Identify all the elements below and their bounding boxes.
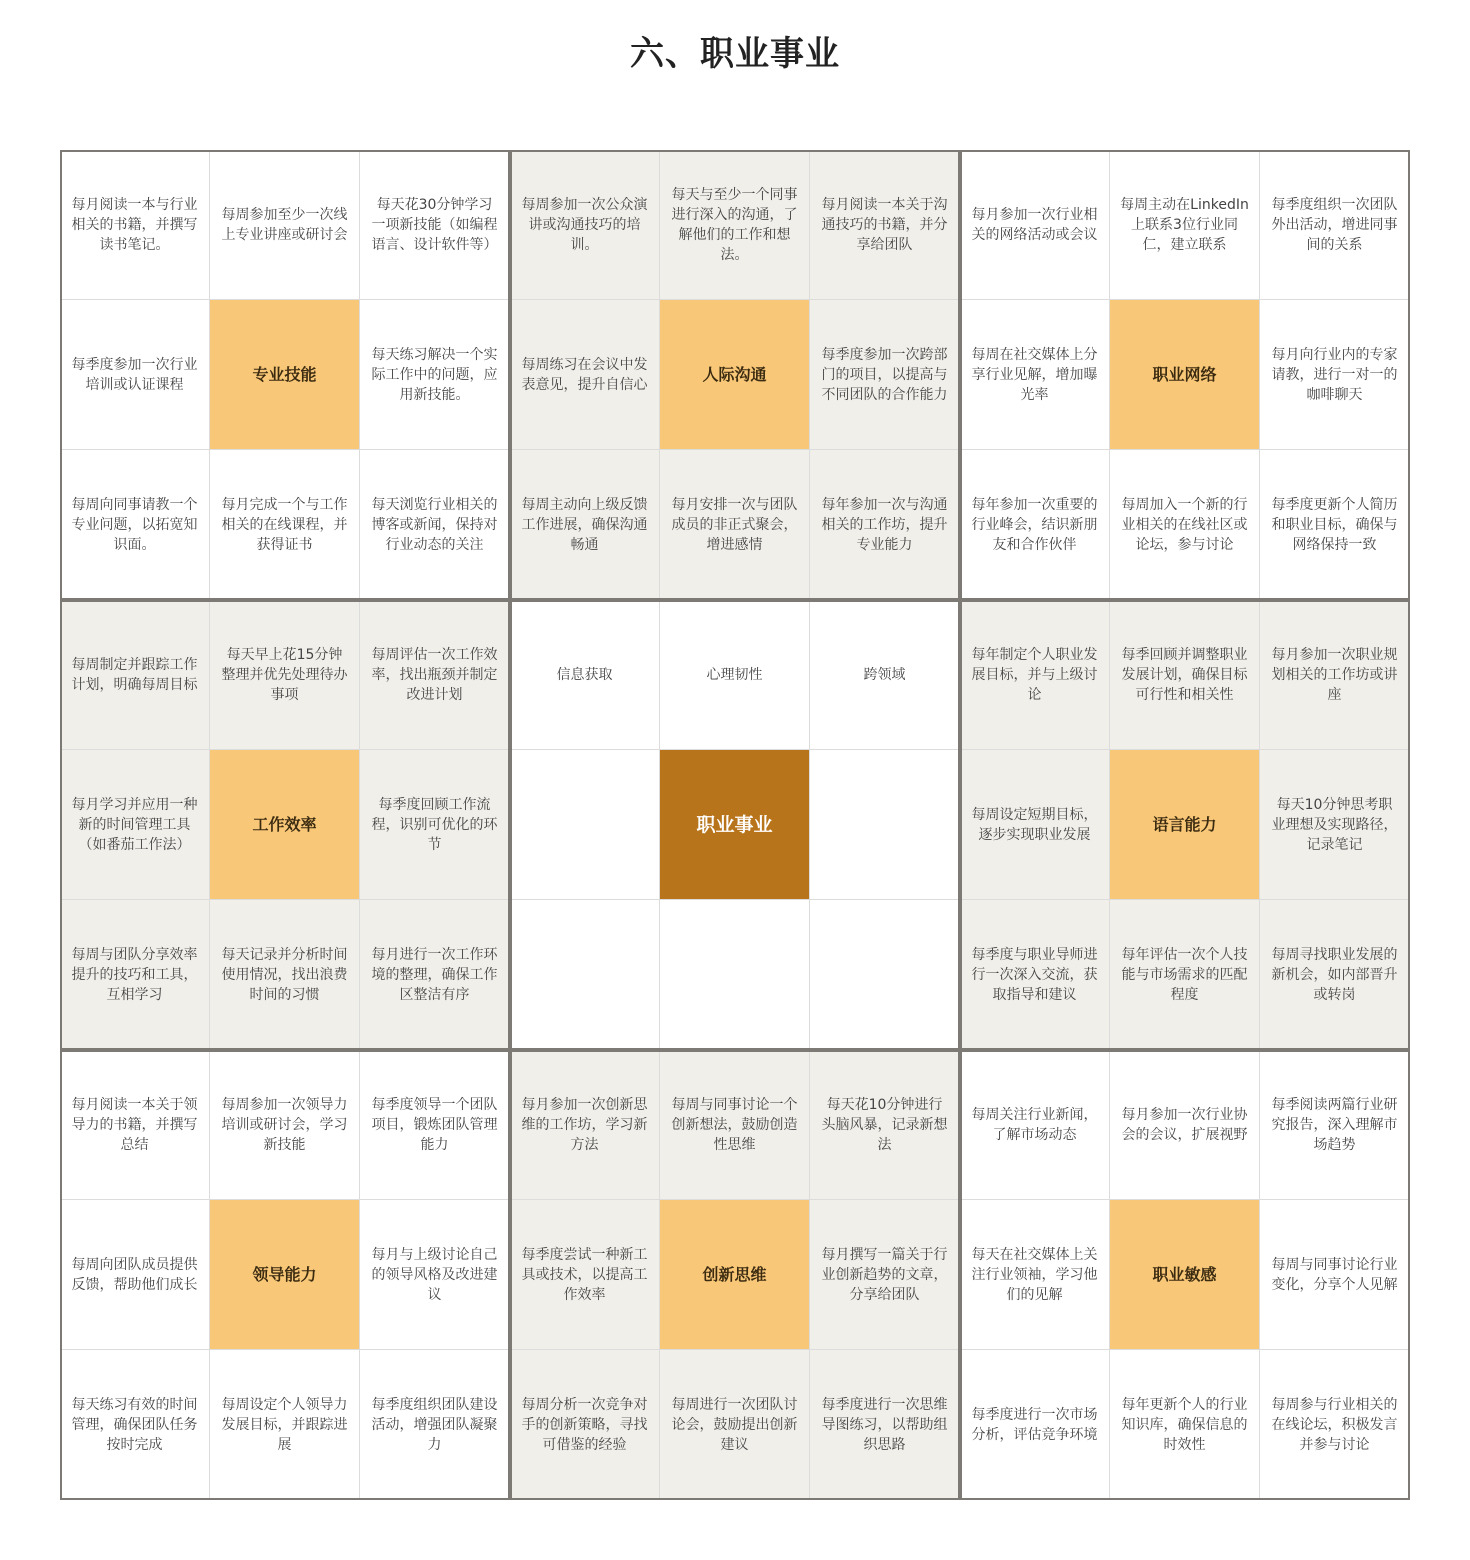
page-title: 六、职业事业 bbox=[630, 34, 840, 74]
grid-cell: 每月向行业内的专家请教，进行一对一的咖啡聊天 bbox=[1260, 300, 1410, 450]
grid-cell: 每周进行一次团队讨论会，鼓励提出创新建议 bbox=[660, 1350, 810, 1500]
grid-cell: 每天10分钟思考职业理想及实现路径，记录笔记 bbox=[1260, 750, 1410, 900]
grid-cell: 每天早上花15分钟整理并优先处理待办事项 bbox=[210, 600, 360, 750]
grid-cell: 每周加入一个新的行业相关的在线社区或论坛，参与讨论 bbox=[1110, 450, 1260, 600]
center-cell: 跨领域 bbox=[810, 600, 960, 750]
grid-cell: 每周设定短期目标，逐步实现职业发展 bbox=[960, 750, 1110, 900]
grid-cell: 每月参加一次创新思维的工作坊，学习新方法 bbox=[510, 1050, 660, 1200]
grid-cell: 每天与至少一个同事进行深入的沟通，了解他们的工作和想法。 bbox=[660, 150, 810, 300]
grid-cell: 每天浏览行业相关的博客或新闻，保持对行业动态的关注 bbox=[360, 450, 510, 600]
grid-cell: 每季度回顾工作流程，识别可优化的环节 bbox=[360, 750, 510, 900]
grid-cell: 每月学习并应用一种新的时间管理工具（如番茄工作法） bbox=[60, 750, 210, 900]
grid-cell: 每年参加一次重要的行业峰会，结识新朋友和合作伙伴 bbox=[960, 450, 1110, 600]
grid-cell: 每周参加一次公众演讲或沟通技巧的培训。 bbox=[510, 150, 660, 300]
theme-cell: 工作效率 bbox=[210, 750, 360, 900]
grid-cell: 每周在社交媒体上分享行业见解，增加曝光率 bbox=[960, 300, 1110, 450]
grid-cell: 每周练习在会议中发表意见，提升自信心 bbox=[510, 300, 660, 450]
center-cell bbox=[510, 900, 660, 1050]
grid-cell: 每天在社交媒体上关注行业领袖，学习他们的见解 bbox=[960, 1200, 1110, 1350]
grid-cell: 每年更新个人的行业知识库，确保信息的时效性 bbox=[1110, 1350, 1260, 1500]
center-cell bbox=[660, 900, 810, 1050]
grid-cell: 每季度更新个人简历和职业目标，确保与网络保持一致 bbox=[1260, 450, 1410, 600]
grid-cell: 每季度尝试一种新工具或技术，以提高工作效率 bbox=[510, 1200, 660, 1350]
grid-cell: 每天花10分钟进行头脑风暴，记录新想法 bbox=[810, 1050, 960, 1200]
grid-cell: 每月安排一次与团队成员的非正式聚会，增进感情 bbox=[660, 450, 810, 600]
grid-cell: 每季阅读两篇行业研究报告，深入理解市场趋势 bbox=[1260, 1050, 1410, 1200]
theme-cell: 职业敏感 bbox=[1110, 1200, 1260, 1350]
center-cell: 心理韧性 bbox=[660, 600, 810, 750]
grid-cell: 每季度参加一次行业培训或认证课程 bbox=[60, 300, 210, 450]
center-cell bbox=[510, 750, 660, 900]
grid-cell: 每季度组织团队建设活动，增强团队凝聚力 bbox=[360, 1350, 510, 1500]
grid-cell: 每天记录并分析时间使用情况，找出浪费时间的习惯 bbox=[210, 900, 360, 1050]
theme-cell: 人际沟通 bbox=[660, 300, 810, 450]
core-cell: 职业事业 bbox=[660, 750, 810, 900]
grid-cell: 每月阅读一本关于领导力的书籍，并撰写总结 bbox=[60, 1050, 210, 1200]
grid-cell: 每年制定个人职业发展目标，并与上级讨论 bbox=[960, 600, 1110, 750]
grid-cell: 每季度进行一次思维导图练习，以帮助组织思路 bbox=[810, 1350, 960, 1500]
grid-cell: 每月进行一次工作环境的整理，确保工作区整洁有序 bbox=[360, 900, 510, 1050]
mandala-grid bbox=[60, 150, 1410, 1500]
grid-cell: 每周寻找职业发展的新机会，如内部晋升或转岗 bbox=[1260, 900, 1410, 1050]
grid-cell: 每月阅读一本关于沟通技巧的书籍，并分享给团队 bbox=[810, 150, 960, 300]
grid-cell: 每天练习有效的时间管理，确保团队任务按时完成 bbox=[60, 1350, 210, 1500]
grid-cell: 每周设定个人领导力发展目标，并跟踪进展 bbox=[210, 1350, 360, 1500]
grid-cell: 每月参加一次职业规划相关的工作坊或讲座 bbox=[1260, 600, 1410, 750]
grid-cell: 每年参加一次与沟通相关的工作坊，提升专业能力 bbox=[810, 450, 960, 600]
grid-cell: 每周与同事讨论一个创新想法，鼓励创造性思维 bbox=[660, 1050, 810, 1200]
grid-cell: 每周参加一次领导力培训或研讨会，学习新技能 bbox=[210, 1050, 360, 1200]
grid-cell: 每月参加一次行业相关的网络活动或会议 bbox=[960, 150, 1110, 300]
theme-cell: 语言能力 bbox=[1110, 750, 1260, 900]
theme-cell: 领导能力 bbox=[210, 1200, 360, 1350]
grid-cell: 每天花30分钟学习一项新技能（如编程语言、设计软件等） bbox=[360, 150, 510, 300]
grid-cell: 每月参加一次行业协会的会议，扩展视野 bbox=[1110, 1050, 1260, 1200]
grid-cell: 每天练习解决一个实际工作中的问题，应用新技能。 bbox=[360, 300, 510, 450]
grid-cell: 每周向同事请教一个专业问题，以拓宽知识面。 bbox=[60, 450, 210, 600]
grid-cell: 每周与同事讨论行业变化，分享个人见解 bbox=[1260, 1200, 1410, 1350]
theme-cell: 创新思维 bbox=[660, 1200, 810, 1350]
grid-cell: 每季度进行一次市场分析，评估竞争环境 bbox=[960, 1350, 1110, 1500]
grid-cell: 每周主动在LinkedIn上联系3位行业同仁，建立联系 bbox=[1110, 150, 1260, 300]
grid-cell: 每季度组织一次团队外出活动，增进同事间的关系 bbox=[1260, 150, 1410, 300]
grid-cell: 每周主动向上级反馈工作进展，确保沟通畅通 bbox=[510, 450, 660, 600]
grid-cell: 每季度参加一次跨部门的项目，以提高与不同团队的合作能力 bbox=[810, 300, 960, 450]
theme-cell: 职业网络 bbox=[1110, 300, 1260, 450]
grid-cell: 每月完成一个与工作相关的在线课程，并获得证书 bbox=[210, 450, 360, 600]
grid-cell: 每季度领导一个团队项目，锻炼团队管理能力 bbox=[360, 1050, 510, 1200]
grid-cell: 每周参与行业相关的在线论坛，积极发言并参与讨论 bbox=[1260, 1350, 1410, 1500]
grid-cell: 每周分析一次竞争对手的创新策略，寻找可借鉴的经验 bbox=[510, 1350, 660, 1500]
center-cell bbox=[810, 900, 960, 1050]
grid-cell: 每周参加至少一次线上专业讲座或研讨会 bbox=[210, 150, 360, 300]
grid-cell: 每周关注行业新闻，了解市场动态 bbox=[960, 1050, 1110, 1200]
grid-cell: 每周评估一次工作效率，找出瓶颈并制定改进计划 bbox=[360, 600, 510, 750]
grid-cell: 每月阅读一本与行业相关的书籍，并撰写读书笔记。 bbox=[60, 150, 210, 300]
grid-cell: 每月与上级讨论自己的领导风格及改进建议 bbox=[360, 1200, 510, 1350]
grid-cell: 每年评估一次个人技能与市场需求的匹配程度 bbox=[1110, 900, 1260, 1050]
center-cell: 信息获取 bbox=[510, 600, 660, 750]
grid-cell: 每周向团队成员提供反馈，帮助他们成长 bbox=[60, 1200, 210, 1350]
grid-cell: 每周制定并跟踪工作计划，明确每周目标 bbox=[60, 600, 210, 750]
center-cell bbox=[810, 750, 960, 900]
theme-cell: 专业技能 bbox=[210, 300, 360, 450]
grid-cell: 每周与团队分享效率提升的技巧和工具，互相学习 bbox=[60, 900, 210, 1050]
grid-cell: 每月撰写一篇关于行业创新趋势的文章，分享给团队 bbox=[810, 1200, 960, 1350]
grid-cell: 每季度与职业导师进行一次深入交流，获取指导和建议 bbox=[960, 900, 1110, 1050]
grid-cell: 每季回顾并调整职业发展计划，确保目标可行性和相关性 bbox=[1110, 600, 1260, 750]
